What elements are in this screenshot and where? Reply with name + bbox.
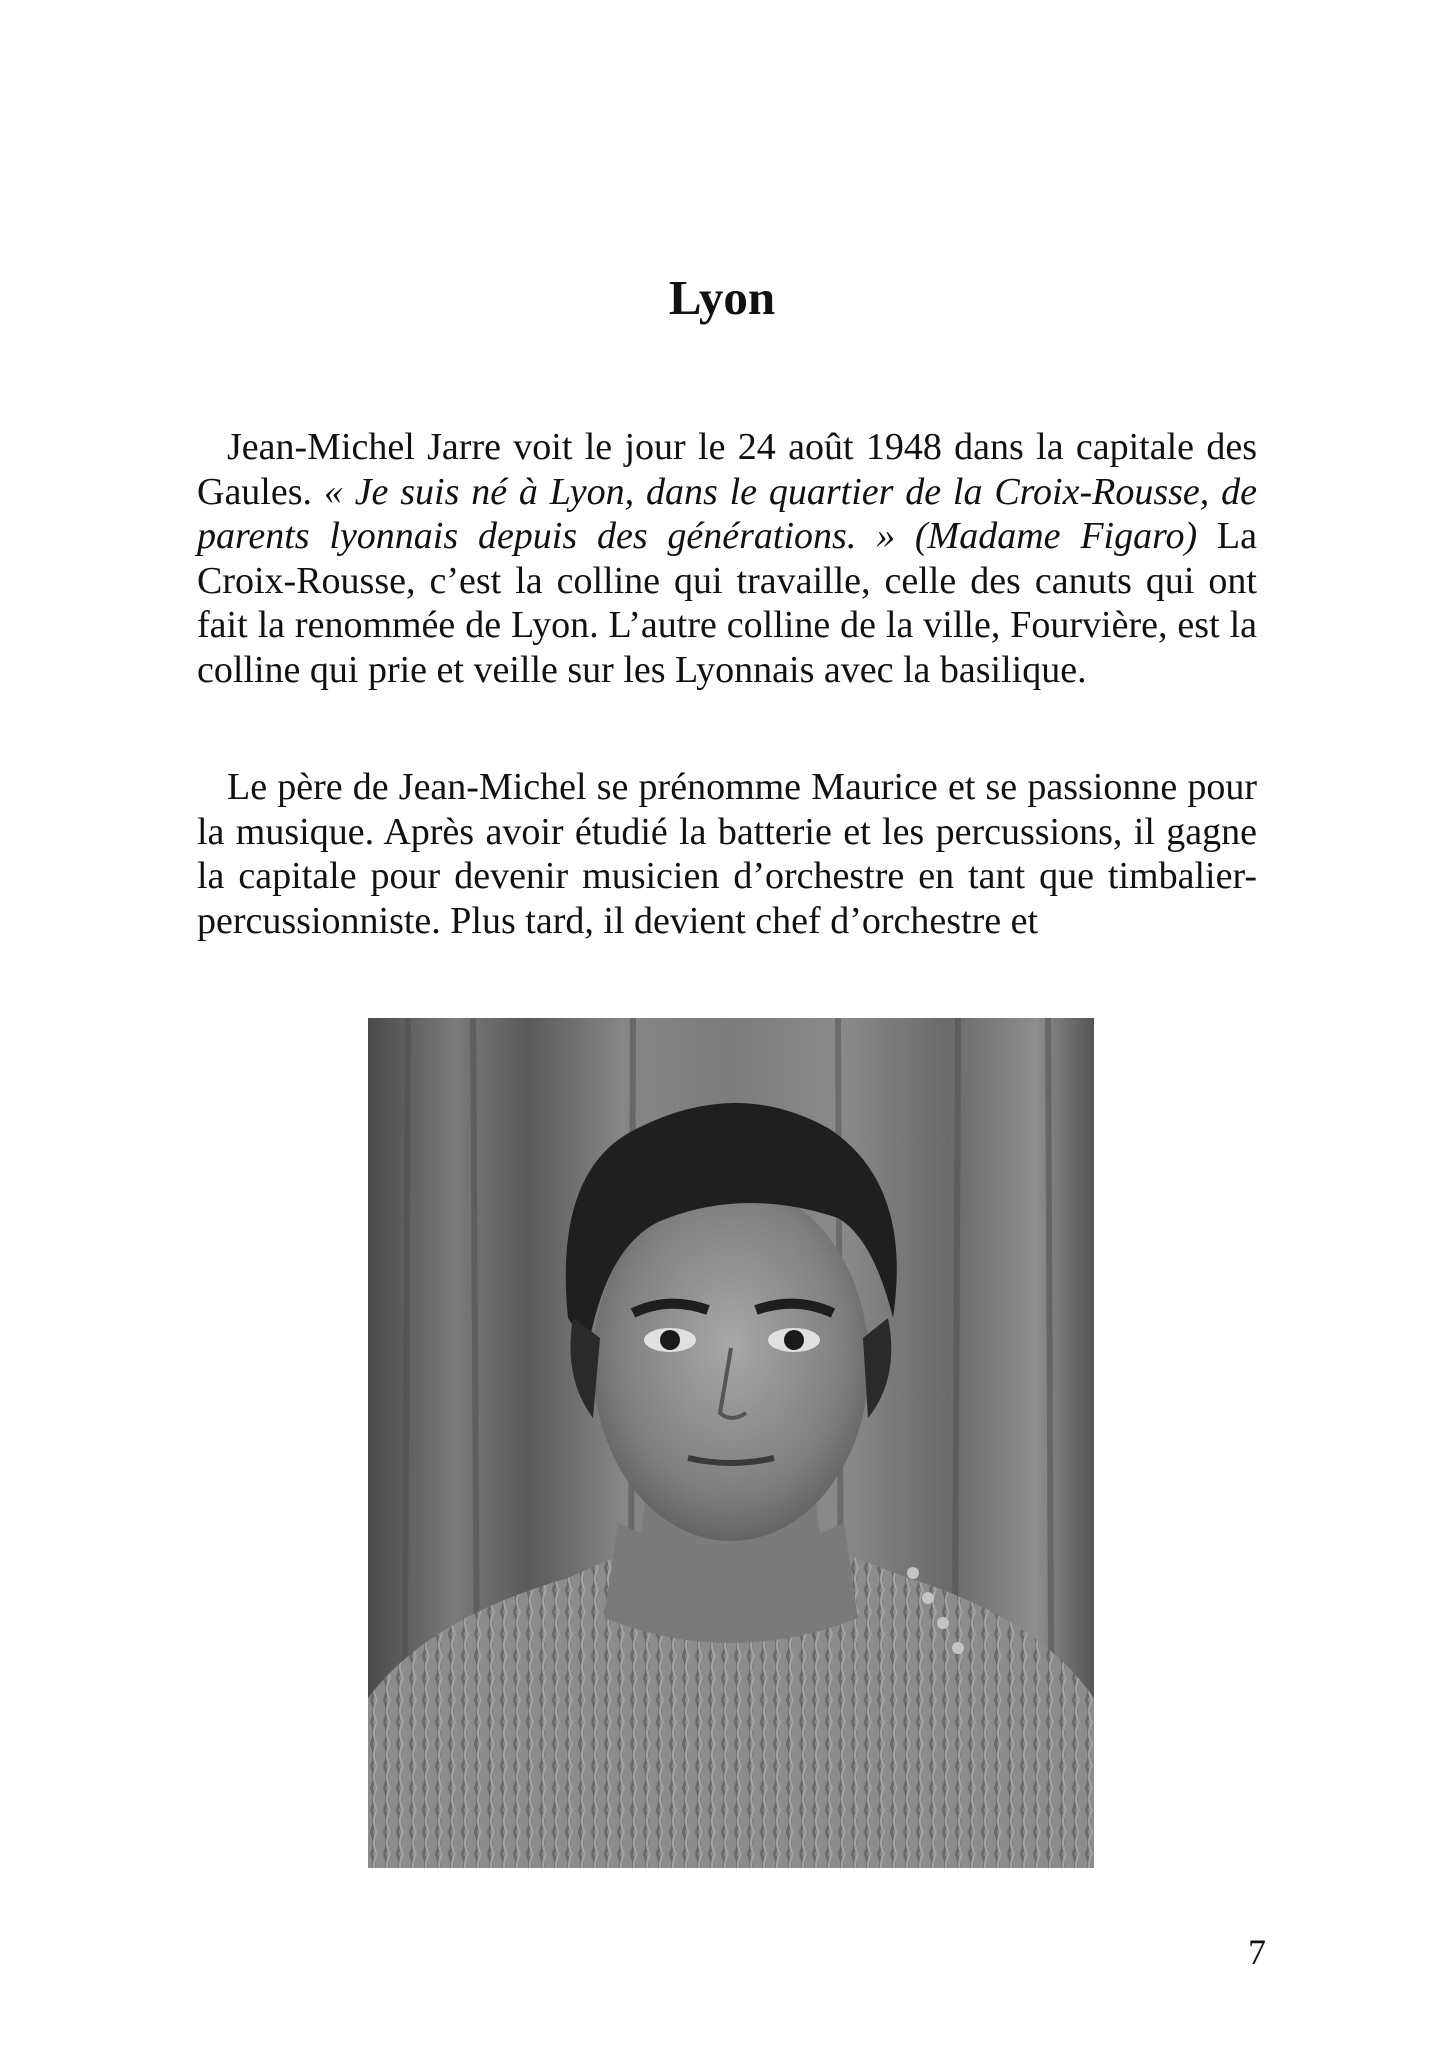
paragraph-2-text: Le père de Jean-Michel se prénomme Maurice et se passionne pour la musique. Après avoir étudié la batterie et les percussions, il gagne la capitale pour devenir musicien d’orchestre en tant que timbalier-percussionniste. Plus tard, il devient chef d’orchestre et [197,766,1257,942]
paragraph-1-quote: « Je suis né à Lyon, dans le quartier de la Croix-Rousse, de parents lyonnais depuis des générations. » (Madame Figaro) [197,470,1257,557]
page-title: Lyon [668,270,776,325]
portrait-photo [368,1018,1094,1868]
page-number: 7 [1248,1932,1266,1972]
portrait-photo-icon [368,1018,1094,1868]
paragraph-1-text-b: La Croix-Rousse, c’est la colline qui travaille, celle des canuts qui ont fait la renommée de Lyon. L’autre colline de la ville, Fourvière, est la colline qui prie et veille sur les Lyonnais avec la basilique. [197,515,1257,691]
paragraph-1 [197,425,1257,692]
paragraph-1-text-a: Jean-Michel Jarre voit le jour le 24 août 1948 dans la capitale des Gaules. [197,426,1257,513]
paragraph-2 [197,765,1257,943]
